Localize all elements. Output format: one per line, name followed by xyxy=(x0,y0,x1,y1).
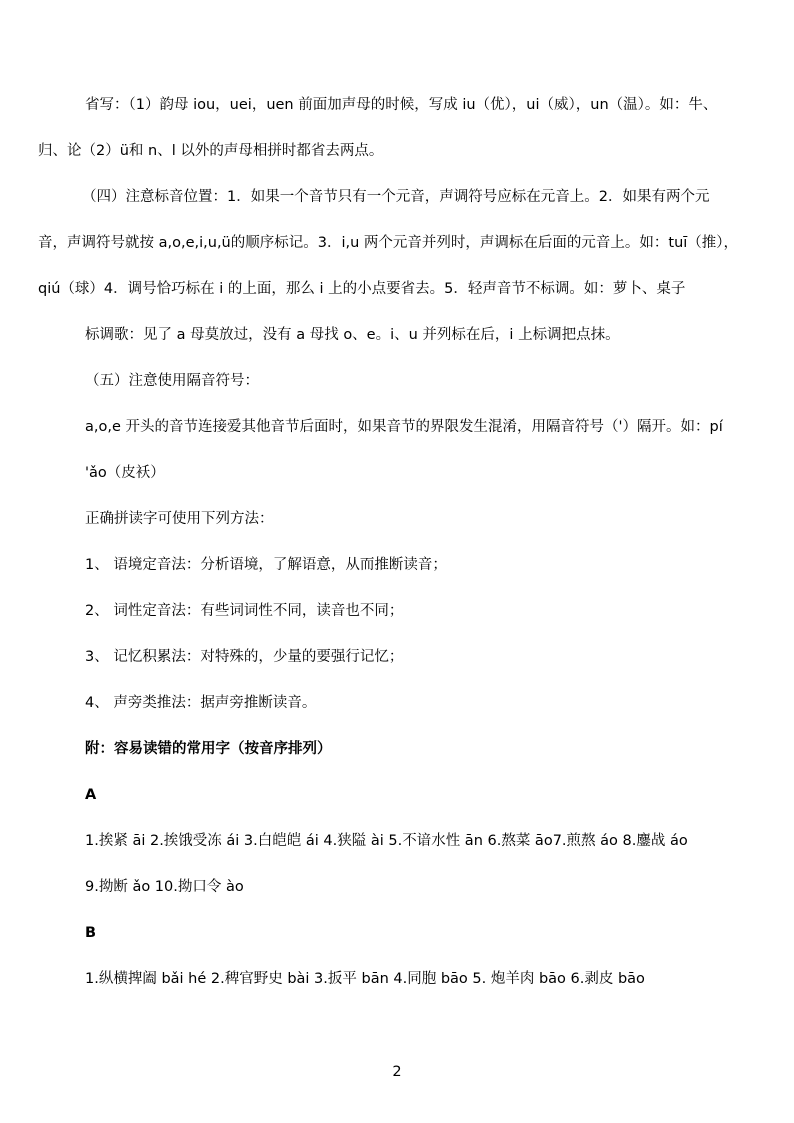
method-item-3: 3、 记忆积累法：对特殊的，少量的要强行记忆； xyxy=(85,649,404,665)
letter-heading-b: B xyxy=(85,925,97,941)
page-number: 2 xyxy=(392,1064,402,1080)
tone-marking-song: 标调歌：见了 a 母莫放过，没有 a 母找 o、e。i、u 并列标在后，i 上标调把点抹。 xyxy=(85,327,620,343)
letter-a-entries-line-1: 1.挨紧 āi 2.挨饿受冻 ái 3.白皑皑 ái 4.狭隘 ài 5.不谙水性 ān 6.熬菜 āo7.煎熬 áo 8.鏖战 áo xyxy=(85,833,688,849)
methods-intro: 正确拼读字可使用下列方法： xyxy=(85,511,274,527)
section-five-heading: （五）注意使用隔音符号： xyxy=(85,373,259,389)
letter-b-entries-line-1: 1.纵横捭阖 bǎi hé 2.稗官野史 bài 3.扳平 bān 4.同胞 bāo 5. 炮羊肉 bāo 6.剥皮 bāo xyxy=(85,971,645,987)
method-item-2: 2、 词性定音法：有些词词性不同，读音也不同； xyxy=(85,603,404,619)
section-four-tone-position-line-2: 音，声调符号就按 a,o,e,i,u,ü的顺序标记。3．i,u 两个元音并列时，声调标在后面的元音上。如：tuī（推）， xyxy=(38,235,739,251)
section-five-body-line-1: a,o,e 开头的音节连接爱其他音节后面时，如果音节的界限发生混淆，用隔音符号（'）隔开。如：pí xyxy=(85,419,723,435)
letter-heading-a: A xyxy=(85,787,97,803)
letter-a-entries-line-2: 9.拗断 ǎo 10.拗口令 ào xyxy=(85,879,244,895)
paragraph-abbreviation-rule-line-2: 归、论（2）ü和 n、l 以外的声母相拼时都省去两点。 xyxy=(38,143,384,159)
appendix-heading: 附：容易读错的常用字（按音序排列） xyxy=(85,741,332,757)
method-item-1: 1、 语境定音法：分析语境，了解语意，从而推断读音； xyxy=(85,557,447,573)
method-item-4: 4、 声旁类推法：据声旁推断读音。 xyxy=(85,695,317,711)
paragraph-abbreviation-rule-line-1: 省写：（1）韵母 iou，uei，uen 前面加声母的时候，写成 iu（优），ui（威），un（温）。如：牛、 xyxy=(85,97,718,113)
section-four-tone-position-line-3: qiú（球）4．调号恰巧标在 i 的上面，那么 i 上的小点要省去。5．轻声音节不标调。如：萝卜、桌子 xyxy=(38,281,686,297)
section-five-body-line-2: 'ǎo（皮袄） xyxy=(85,465,165,481)
section-four-tone-position-line-1: （四）注意标音位置：1．如果一个音节只有一个元音，声调符号应标在元音上。2．如果有两个元 xyxy=(82,189,710,205)
